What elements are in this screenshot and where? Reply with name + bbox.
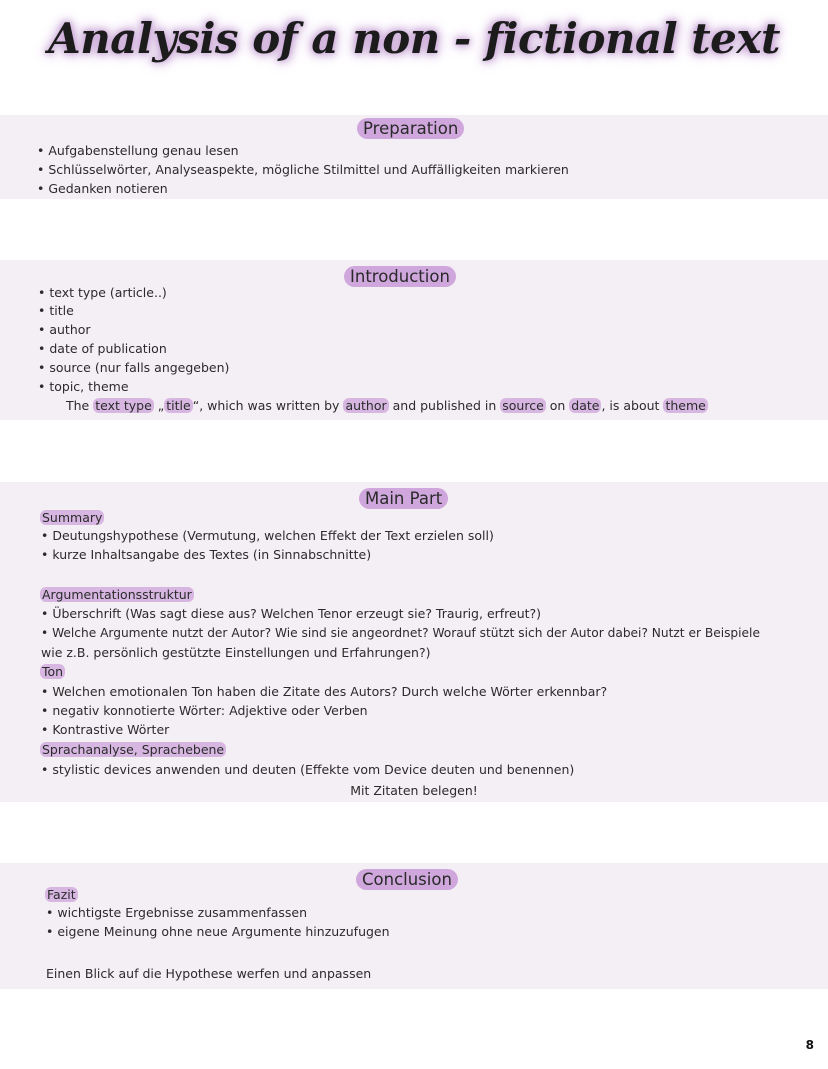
placeholder-author: author xyxy=(345,398,387,413)
list-item: • Deutungshypothese (Vermutung, welchen Effekt der Text erzielen soll) xyxy=(41,528,494,543)
sprach-heading-wrap xyxy=(40,742,226,757)
fazit-heading: Fazit xyxy=(47,887,76,902)
preparation-section xyxy=(0,115,828,199)
list-item: • negativ konnotierte Wörter: Adjektive oder Verben xyxy=(41,703,368,718)
argumentation-heading: Argumentationsstruktur xyxy=(42,587,192,602)
list-item: • Welche Argumente nutzt der Autor? Wie sind sie angeordnet? Worauf stützt sich der Autor dabei? Nutzt er Beispiele xyxy=(41,626,760,640)
ton-heading: Ton xyxy=(42,664,64,679)
list-item: • wichtigste Ergebnisse zusammenfassen xyxy=(46,905,308,920)
template-text: and published in xyxy=(388,398,501,413)
placeholder-source: source xyxy=(502,398,544,413)
sprachanalyse-heading: Sprachanalyse, Sprachebene xyxy=(42,742,225,757)
template-text: „ xyxy=(153,398,165,413)
conclusion-note: Einen Blick auf die Hypothese werfen und anpassen xyxy=(46,966,372,981)
list-item: • date of publication xyxy=(38,341,167,356)
page-title: Analysis of a non - fictional text xyxy=(48,14,780,63)
introduction-heading: Introduction xyxy=(344,266,456,287)
list-item: • kurze Inhaltsangabe des Textes (in Sinnabschnitte) xyxy=(41,547,372,562)
list-item: • Welchen emotionalen Ton haben die Zitate des Autors? Durch welche Wörter erkennbar? xyxy=(41,684,608,699)
list-item: • Schlüsselwörter, Analyseaspekte, mögliche Stilmittel und Auffälligkeiten markieren xyxy=(37,162,569,177)
summary-heading-wrap xyxy=(40,510,104,525)
list-item: • topic, theme xyxy=(38,379,129,394)
list-item: wie z.B. persönlich gestützte Einstellungen und Erfahrungen?) xyxy=(41,645,431,660)
list-item: • author xyxy=(38,322,91,337)
list-item: • stylistic devices anwenden und deuten (Effekte vom Device deuten und benennen) xyxy=(41,762,575,777)
list-item: • text type (article..) xyxy=(38,285,167,300)
list-item: • Kontrastive Wörter xyxy=(41,722,170,737)
template-text: The xyxy=(66,398,94,413)
template-text: “, which was written by xyxy=(192,398,344,413)
list-item: • title xyxy=(38,303,74,318)
introduction-section xyxy=(0,260,828,420)
quote-note: Mit Zitaten belegen! xyxy=(350,783,478,798)
main-part-section xyxy=(0,482,828,802)
template-text: on xyxy=(545,398,570,413)
conclusion-heading: Conclusion xyxy=(356,869,458,890)
page-number: 8 xyxy=(805,1038,814,1052)
list-item: • source (nur falls angegeben) xyxy=(38,360,230,375)
arg-heading-wrap xyxy=(40,587,194,602)
ton-heading-wrap xyxy=(40,664,65,679)
main-part-heading: Main Part xyxy=(359,488,448,509)
placeholder-date: date xyxy=(571,398,600,413)
fazit-heading-wrap xyxy=(45,887,78,902)
intro-template-sentence xyxy=(66,398,708,413)
list-item: • Gedanken notieren xyxy=(37,181,168,196)
placeholder-title: title xyxy=(166,398,191,413)
placeholder-theme: theme xyxy=(665,398,706,413)
template-text: , is about xyxy=(601,398,664,413)
list-item: • Aufgabenstellung genau lesen xyxy=(37,143,239,158)
list-item: • eigene Meinung ohne neue Argumente hinzuzufugen xyxy=(46,924,390,939)
conclusion-section xyxy=(0,863,828,989)
list-item: • Überschrift (Was sagt diese aus? Welchen Tenor erzeugt sie? Traurig, erfreut?) xyxy=(41,606,542,621)
preparation-heading: Preparation xyxy=(357,118,464,139)
summary-heading: Summary xyxy=(42,510,103,525)
placeholder-text-type: text type xyxy=(95,398,152,413)
